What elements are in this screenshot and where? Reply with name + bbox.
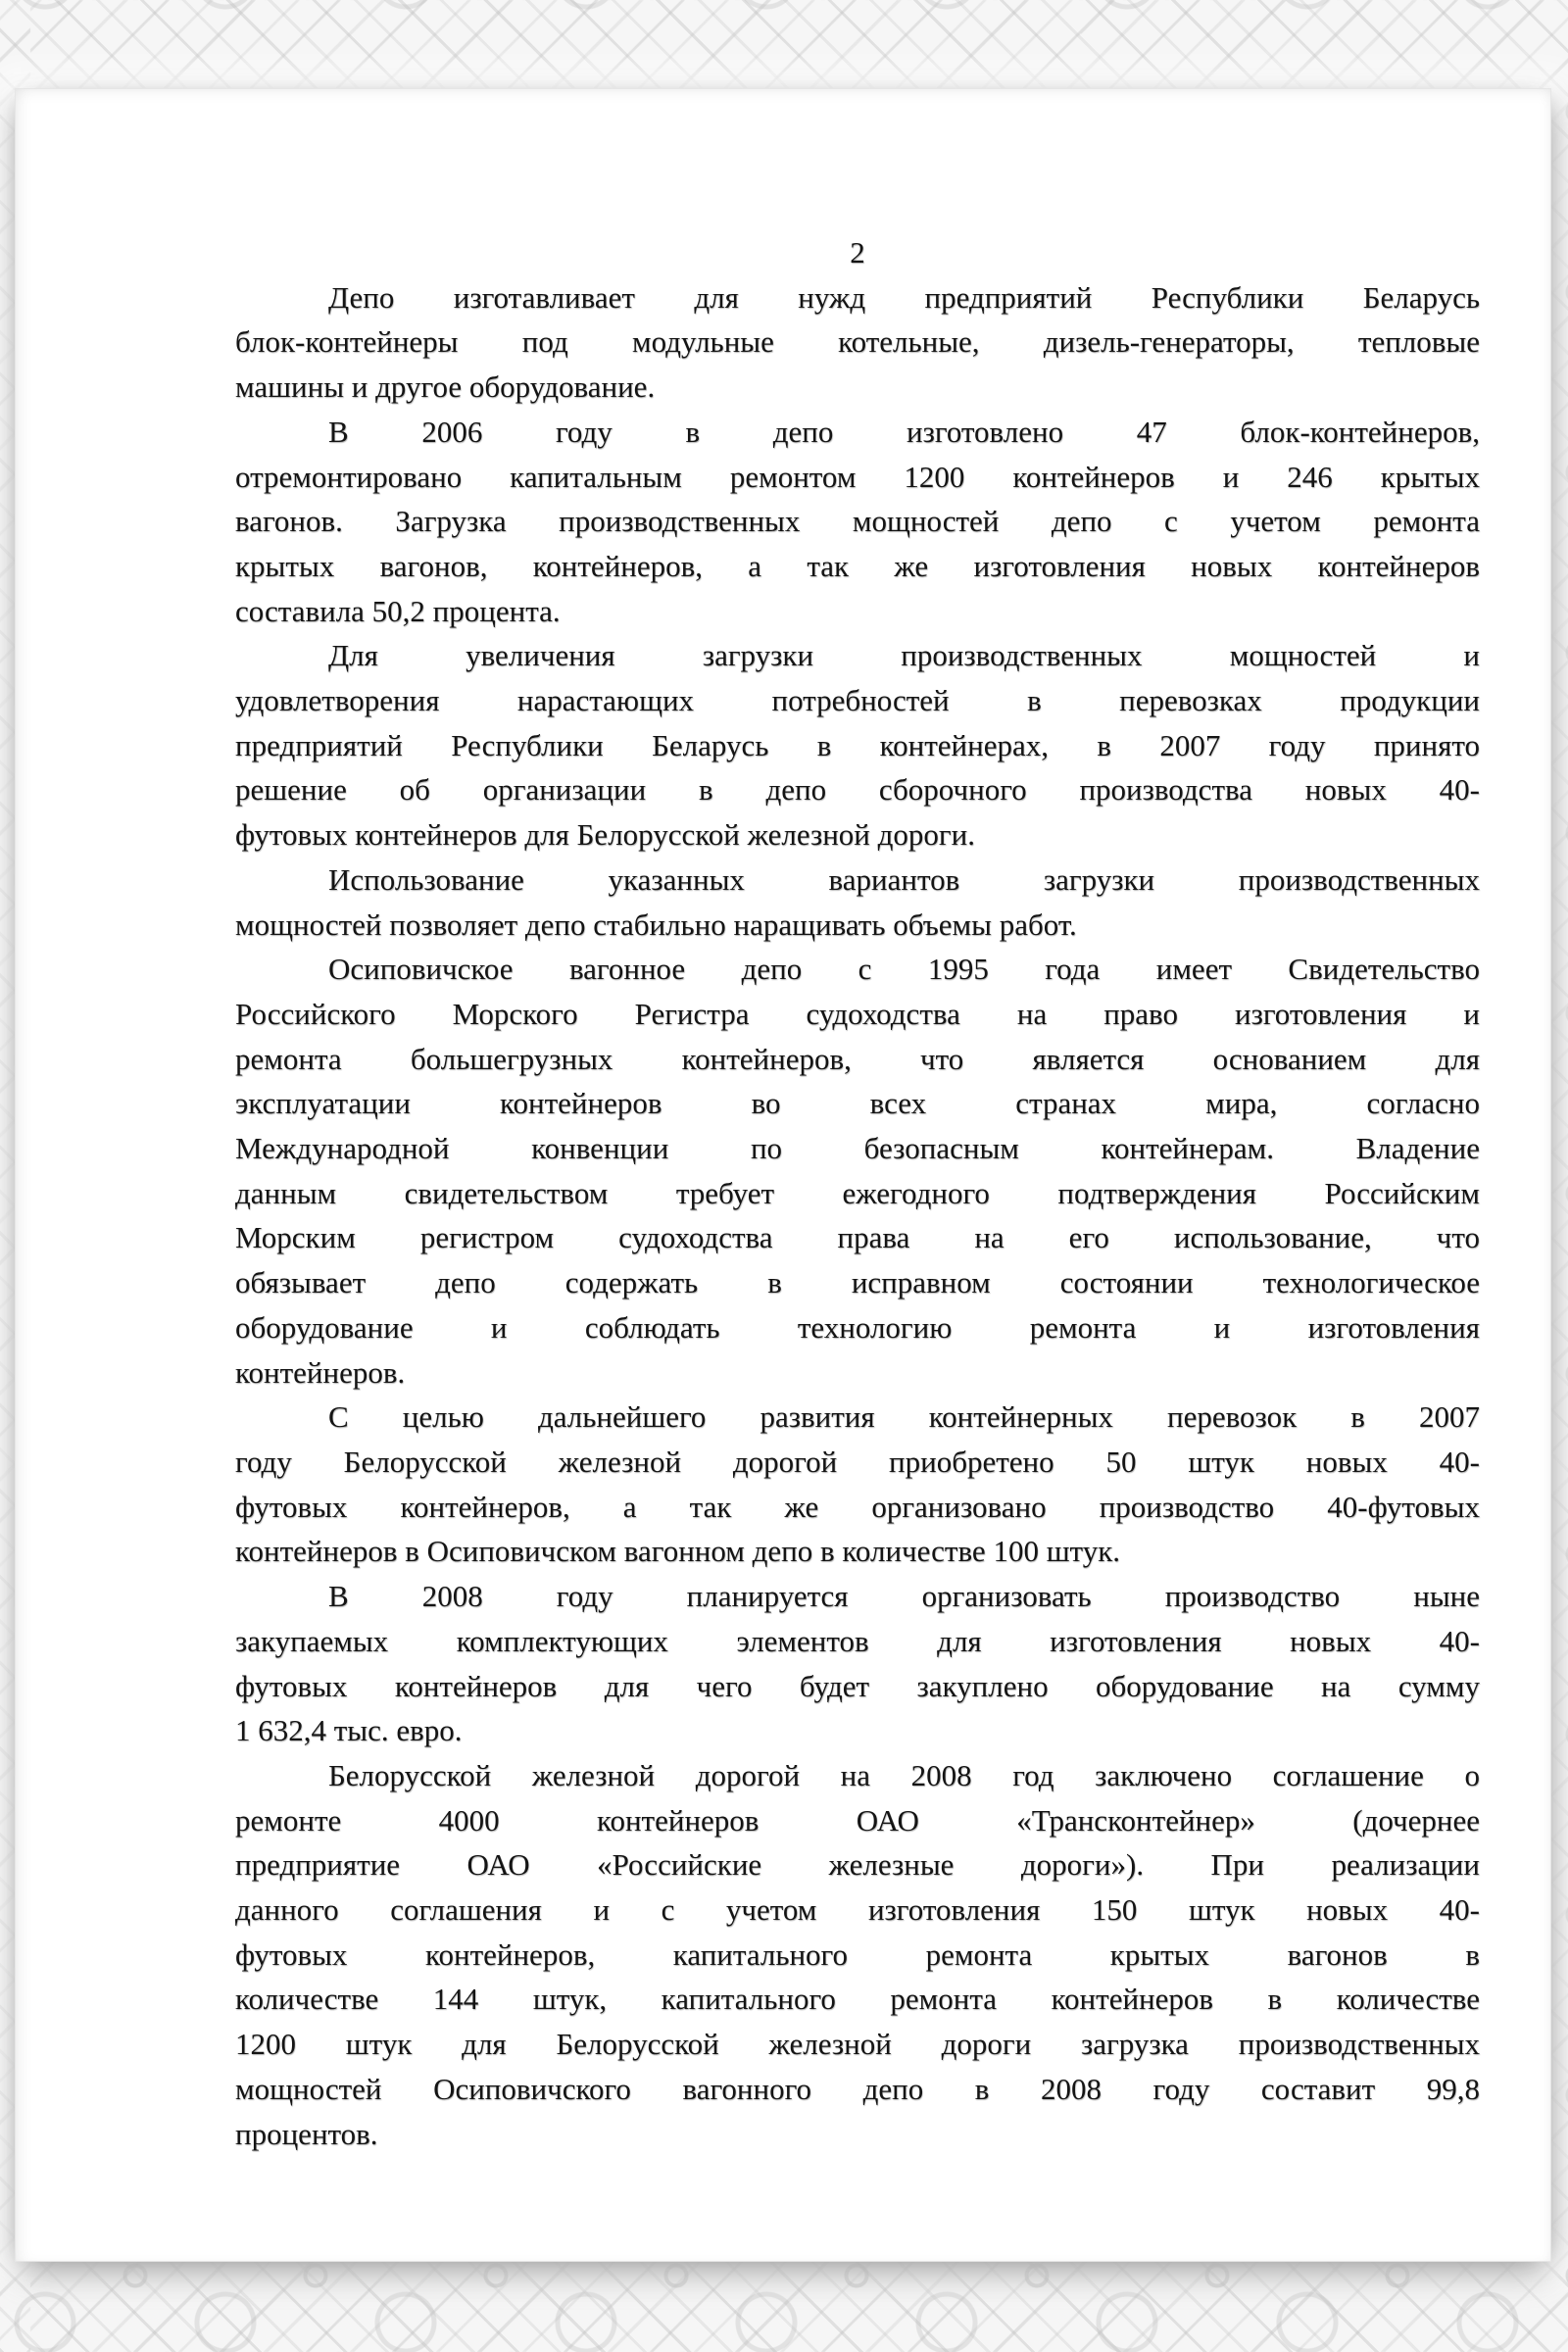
text-line: В 2008 году планируется организовать производство ныне xyxy=(328,1579,1480,1614)
text-line: Морским регистром судоходства права на его использование, что xyxy=(235,1220,1480,1255)
text-line: блок-контейнеры под модульные котельные, дизель-генераторы, тепловые xyxy=(235,324,1480,360)
text-line: количестве 144 штук, капитального ремонта контейнеров в количестве xyxy=(235,1982,1480,2017)
text-line: крытых вагонов, контейнеров, а так же изготовления новых контейнеров xyxy=(235,548,1480,583)
text-line: футовых контейнеров для Белорусской железной дороги. xyxy=(235,817,975,853)
text-line: Осиповичское вагонное депо с 1995 года имеет Свидетельство xyxy=(328,952,1480,987)
text-line: футовых контейнеров, капитального ремонта крытых вагонов в xyxy=(235,1936,1480,1972)
text-line: решение об организации в депо сборочного производства новых 40- xyxy=(235,772,1480,808)
text-line: обязывает депо содержать в исправном состоянии технологическое xyxy=(235,1265,1480,1300)
text-line: мощностей позволяет депо стабильно наращивать объемы работ. xyxy=(235,906,1077,942)
text-line: процентов. xyxy=(235,2116,378,2151)
text-line: оборудование и соблюдать технологию ремонта и изготовления xyxy=(235,1309,1480,1345)
text-line: В 2006 году в депо изготовлено 47 блок-контейнеров, xyxy=(328,414,1480,449)
text-line: 1 632,4 тыс. евро. xyxy=(235,1713,463,1748)
text-line: Международной конвенции по безопасным контейнерам. Владение xyxy=(235,1131,1480,1166)
text-line: удовлетворения нарастающих потребностей в перевозках продукции xyxy=(235,683,1480,718)
paragraph xyxy=(235,275,1480,410)
text-line: С целью дальнейшего развития контейнерных перевозок в 2007 xyxy=(328,1399,1480,1435)
paper-page xyxy=(15,88,1551,2262)
text-line: вагонов. Загрузка производственных мощностей депо с учетом ремонта xyxy=(235,504,1480,539)
text-line: Депо изготавливает для нужд предприятий Республики Беларусь xyxy=(328,279,1480,315)
text-line: машины и другое оборудование. xyxy=(235,369,656,405)
text-line: предприятий Республики Беларусь в контейнерах, в 2007 году принято xyxy=(235,727,1480,762)
paragraph xyxy=(235,1395,1480,1574)
text-line: отремонтировано капитальным ремонтом 1200 контейнеров и 246 крытых xyxy=(235,459,1480,494)
paragraph xyxy=(235,1574,1480,1753)
text-line: Белорусской железной дорогой на 2008 год заключено соглашение о xyxy=(328,1757,1480,1792)
paragraph xyxy=(235,858,1480,947)
text-line: Использование указанных вариантов загрузки производственных xyxy=(328,861,1480,897)
text-line: ремонте 4000 контейнеров ОАО «Трансконтейнер» (дочернее xyxy=(235,1802,1480,1838)
paragraph xyxy=(235,947,1480,1395)
text-line: футовых контейнеров, а так же организовано производство 40-футовых xyxy=(235,1489,1480,1524)
text-line: Для увеличения загрузки производственных мощностей и xyxy=(328,638,1480,673)
text-line: предприятие ОАО «Российские железные дороги»). При реализации xyxy=(235,1847,1480,1883)
text-line: закупаемых комплектующих элементов для изготовления новых 40- xyxy=(235,1623,1480,1658)
text-line: Российского Морского Регистра судоходства на право изготовления и xyxy=(235,996,1480,1031)
text-line: мощностей Осиповичского вагонного депо в 2008 году составит 99,8 xyxy=(235,2071,1480,2106)
text-line: контейнеров. xyxy=(235,1354,406,1390)
text-line: составила 50,2 процента. xyxy=(235,593,561,628)
paragraph xyxy=(235,633,1480,858)
text-line: 1200 штук для Белорусской железной дороги загрузка производственных xyxy=(235,2027,1480,2062)
page-number: 2 xyxy=(850,235,865,270)
text-line: эксплуатации контейнеров во всех странах мира, согласно xyxy=(235,1086,1480,1121)
text-line: данным свидетельством требует ежегодного подтверждения Российским xyxy=(235,1175,1480,1210)
text-line: данного соглашения и с учетом изготовления 150 штук новых 40- xyxy=(235,1892,1480,1928)
text-line: футовых контейнеров для чего будет закуплено оборудование на сумму xyxy=(235,1668,1480,1703)
document-body xyxy=(16,89,1550,2261)
paragraph xyxy=(235,410,1480,634)
text-line: контейнеров в Осиповичском вагонном депо в количестве 100 штук. xyxy=(235,1534,1121,1569)
text-line: году Белорусской железной дорогой приобретено 50 штук новых 40- xyxy=(235,1444,1480,1479)
paragraph xyxy=(235,1753,1480,2156)
text-line: ремонта большегрузных контейнеров, что является основанием для xyxy=(235,1041,1480,1076)
